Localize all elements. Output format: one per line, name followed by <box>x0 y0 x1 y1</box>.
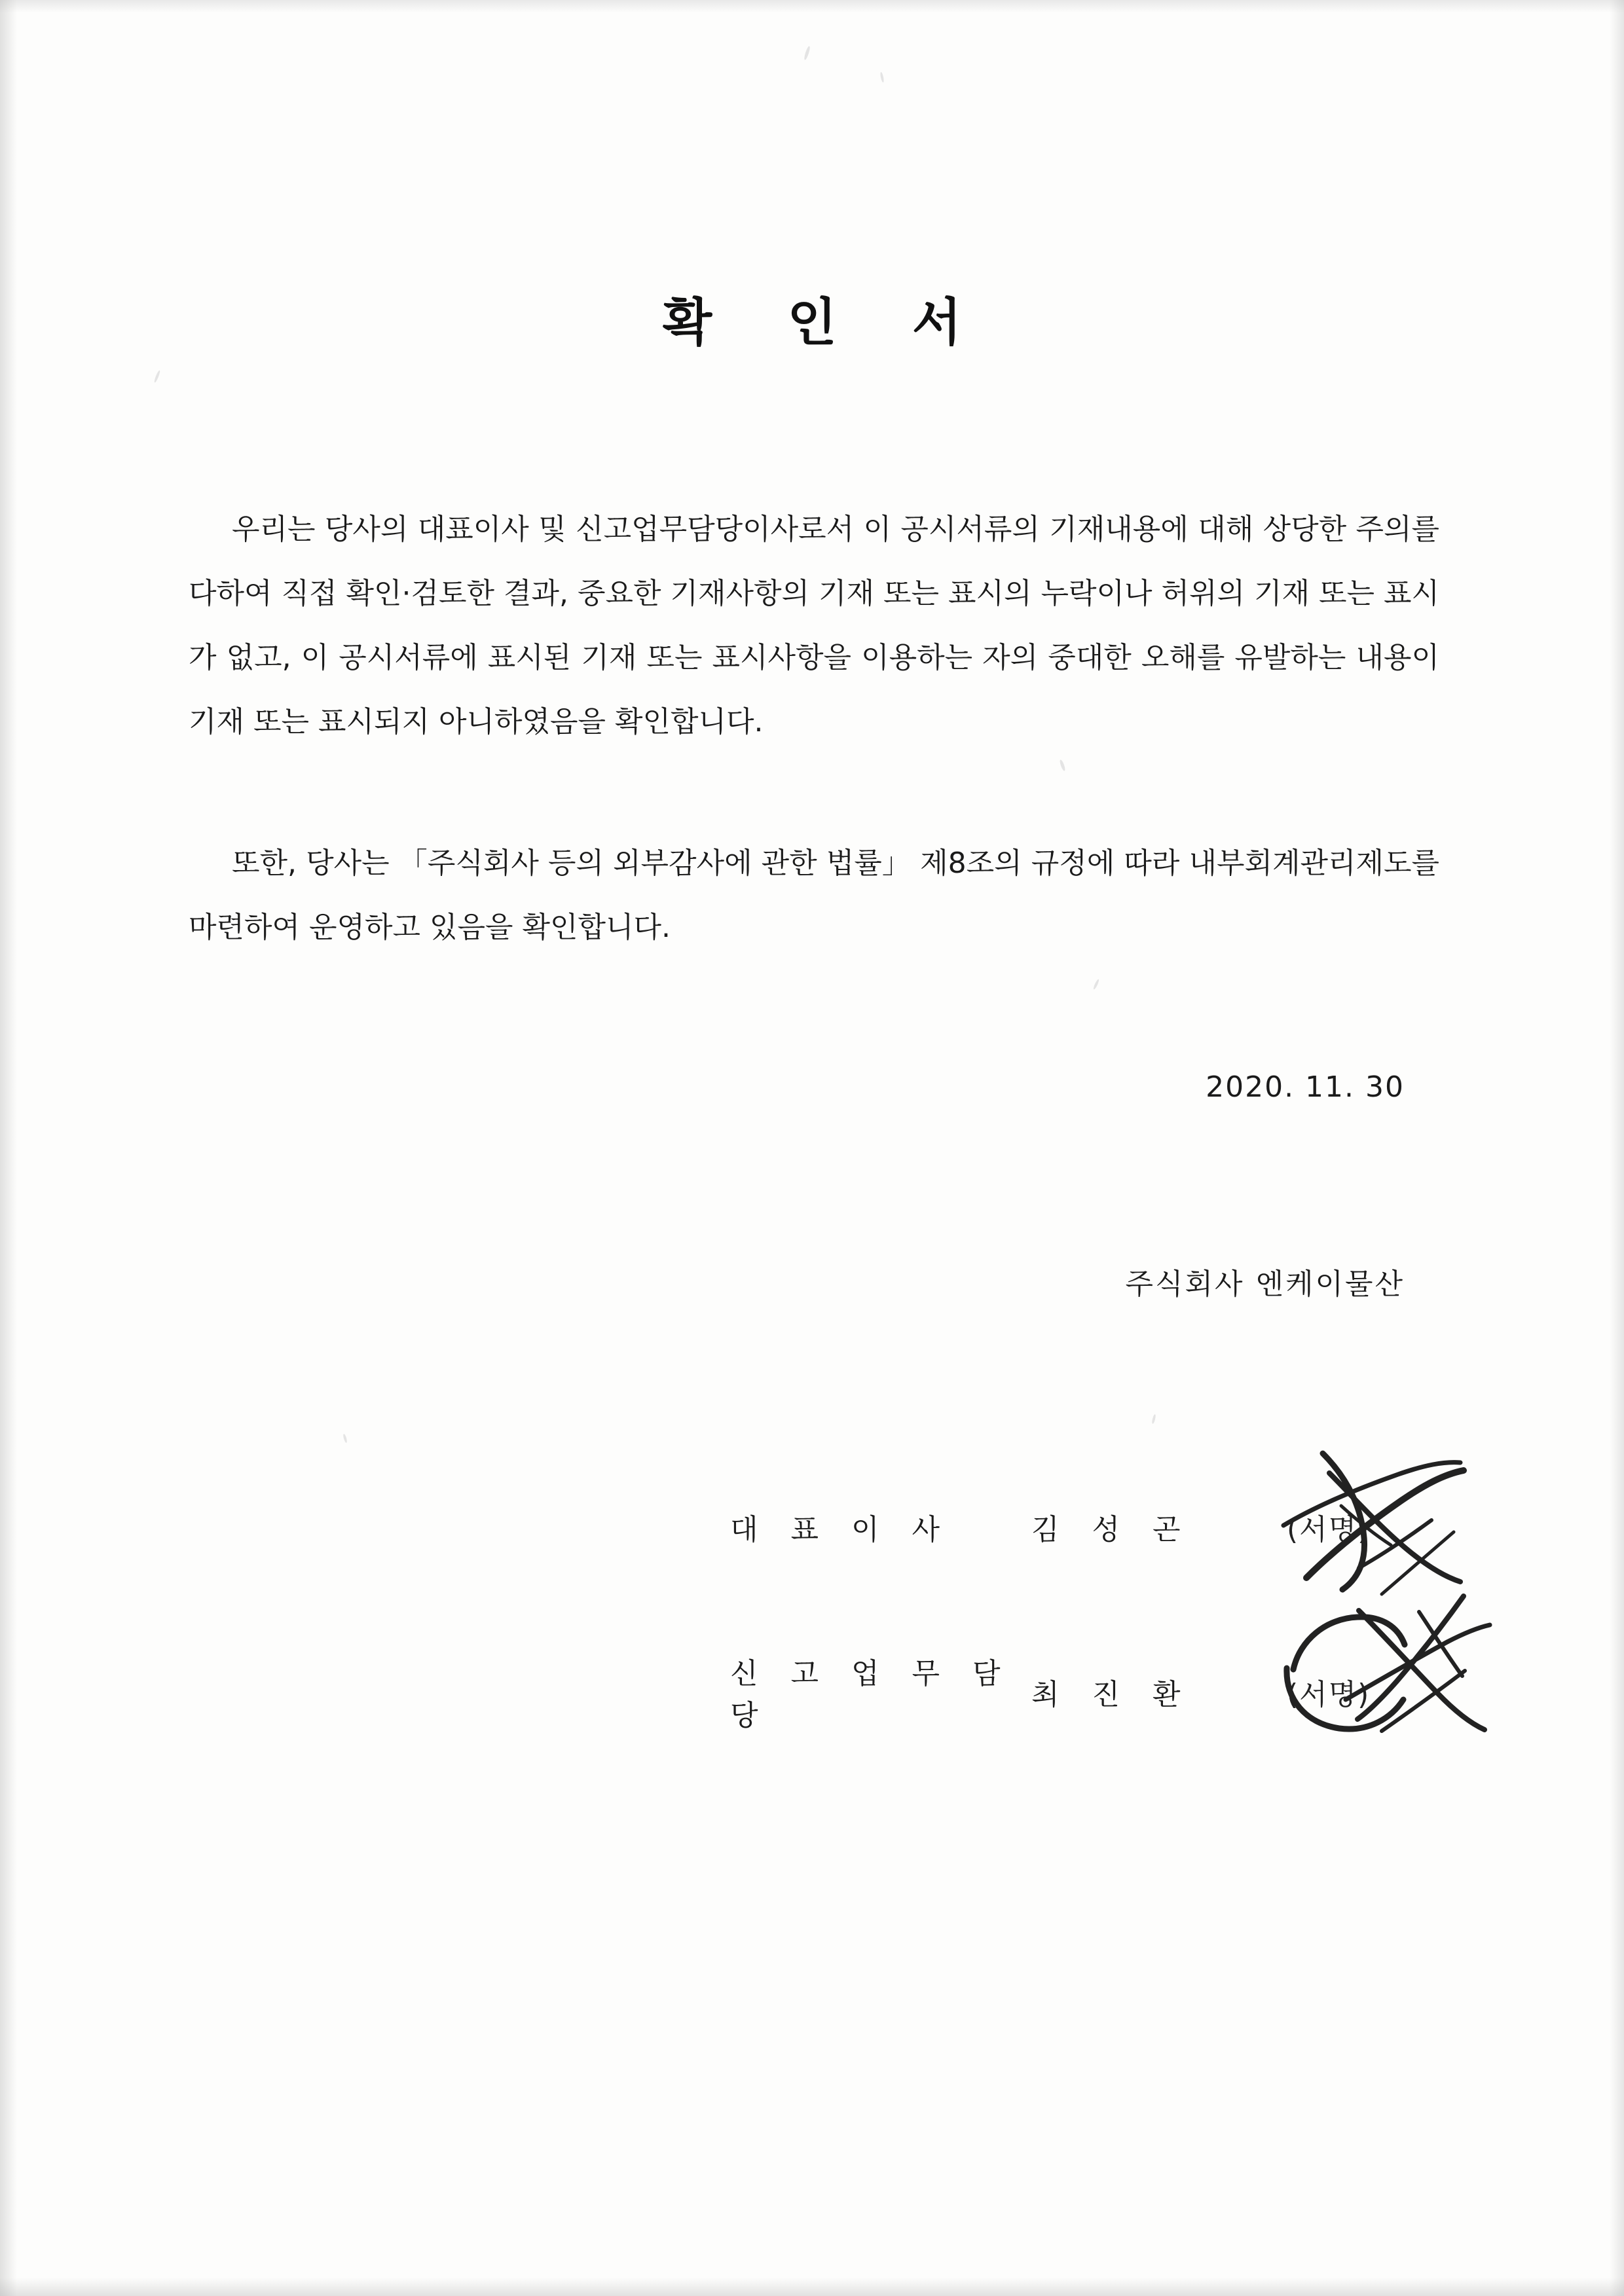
signature-mark-ceo: (서명) <box>1287 1513 1371 1546</box>
paragraph-confirmation <box>189 498 1439 754</box>
signature-row-ceo <box>730 1506 1370 1548</box>
company-name: 주식회사 엔케이물산 <box>1125 1267 1405 1301</box>
page-title: 확 인 서 <box>662 293 991 352</box>
signature-mark-officer: (서명) <box>1287 1678 1371 1711</box>
scan-edge-left <box>0 0 17 2296</box>
signature-row-officer <box>730 1650 1370 1734</box>
paragraph-internal-accounting <box>189 831 1439 960</box>
signature-role-ceo: 대 표 이 사 <box>730 1513 951 1546</box>
scan-edge-top <box>0 0 1624 13</box>
paragraph-confirmation-text: 우리는 당사의 대표이사 및 신고업무담당이사로서 이 공시서류의 기재내용에 대해 상당한 주의를 다하여 직접 확인·검토한 결과, 중요한 기재사항의 기재 또는 표시의 누락이나 허위의 기재 또는 표시가 없고, 이 공시서류에 표시된 기재 또는 표시사항을 이용하는 자의 중대한 오해를 유발하는 내용이 기재 또는 표시되지 아니하였음을 확인합니다. <box>189 513 1439 738</box>
signature-name-ceo: 김 성 곤 <box>1031 1513 1192 1546</box>
paragraph-internal-accounting-text: 또한, 당사는 「주식회사 등의 외부감사에 관한 법률」 제8조의 규정에 따라 내부회계관리제도를 마련하여 운영하고 있음을 확인합니다. <box>189 847 1439 944</box>
signature-role-officer: 신 고 업 무 담 당 <box>730 1657 1012 1732</box>
signing-date: 2020. 11. 30 <box>1206 1070 1405 1104</box>
signature-name-officer: 최 진 환 <box>1031 1678 1192 1711</box>
scan-edge-bottom <box>0 2278 1624 2296</box>
scan-edge-right <box>1610 0 1624 2296</box>
